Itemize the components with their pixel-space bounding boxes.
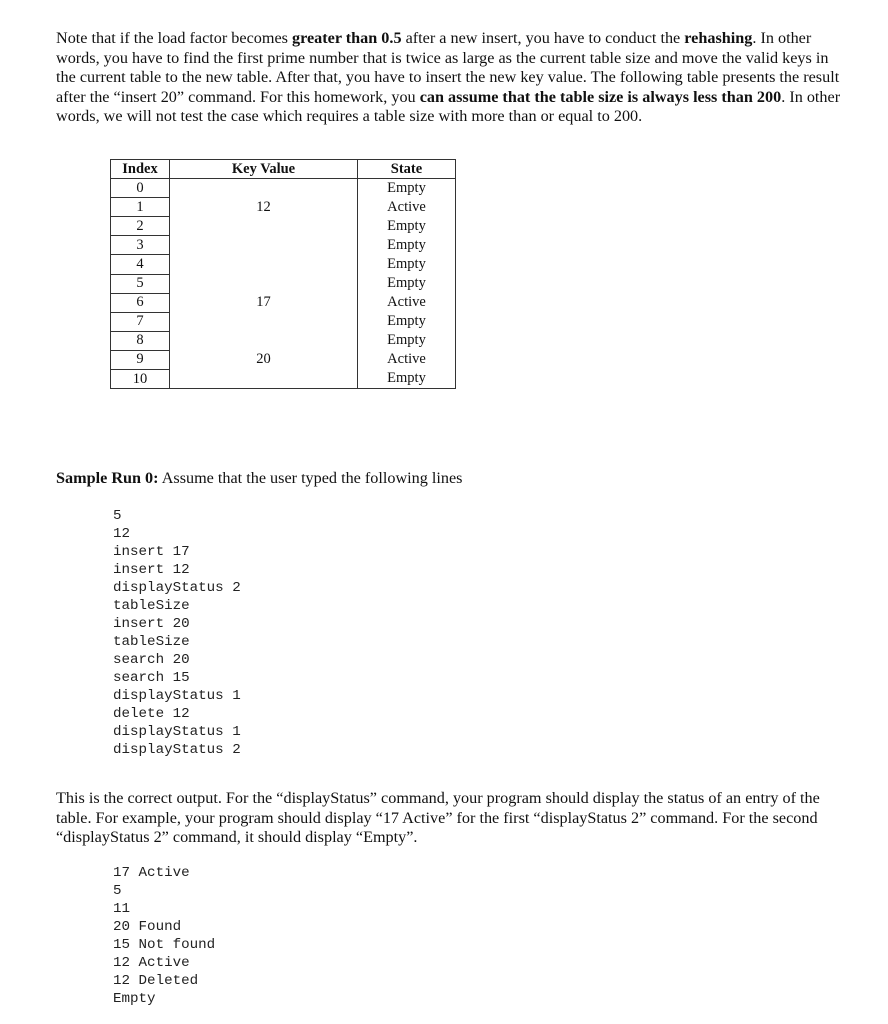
- table-row: [111, 274, 456, 293]
- input-line: displayStatus 1: [113, 688, 241, 704]
- cell-index: 8: [111, 331, 170, 350]
- cell-state: Empty: [358, 370, 456, 389]
- intro-bold-2: rehashing: [684, 29, 753, 47]
- table-row: [111, 350, 456, 369]
- table-row: [111, 255, 456, 274]
- intro-paragraph: [56, 29, 846, 127]
- output-intro-paragraph: This is the correct output. For the “displayStatus” command, your program should display the status of an entry of the table. For example, your program should display “17 Active” for the first “displayStatus 2” command. For the second “displayStatus 2” command, it should display “Empty”.: [56, 789, 820, 846]
- output-line: Empty: [113, 991, 156, 1007]
- cell-state: Empty: [358, 274, 456, 293]
- input-line: insert 17: [113, 544, 190, 560]
- input-line: insert 20: [113, 616, 190, 632]
- output-line: 17 Active: [113, 865, 190, 881]
- intro-bold-3: can assume that the table size is always less than 200: [419, 87, 782, 106]
- input-line: displayStatus 2: [113, 742, 241, 758]
- input-line: tableSize: [113, 598, 190, 614]
- output-line: 5: [113, 883, 122, 899]
- table-row: [111, 217, 456, 236]
- cell-key: 12: [170, 198, 358, 217]
- input-line: 12: [113, 526, 131, 542]
- output-line: 12 Deleted: [113, 973, 199, 989]
- cell-key: [170, 370, 358, 389]
- cell-state: Empty: [358, 236, 456, 255]
- cell-state: Active: [358, 198, 456, 217]
- cell-key: [170, 217, 358, 236]
- input-line: search 15: [113, 670, 190, 686]
- cell-index: 4: [111, 255, 170, 274]
- input-line: delete 12: [113, 706, 190, 722]
- input-line: search 20: [113, 652, 190, 668]
- output-line: 12 Active: [113, 955, 190, 971]
- cell-index: 1: [111, 198, 170, 217]
- cell-state: Empty: [358, 217, 456, 236]
- hash-table: [110, 159, 456, 389]
- cell-state: Empty: [358, 331, 456, 350]
- cell-key: [170, 274, 358, 293]
- hash-table-header-row: [111, 160, 456, 179]
- cell-key: [170, 236, 358, 255]
- sample-input-block: [113, 507, 241, 759]
- cell-index: 10: [111, 370, 170, 389]
- cell-index: 5: [111, 274, 170, 293]
- sample-output-block: [113, 864, 215, 1008]
- cell-state: Active: [358, 350, 456, 369]
- table-row: [111, 236, 456, 255]
- intro-text-1: Note that if the load factor becomes: [56, 29, 292, 47]
- intro-text-2: after a new insert, you have to conduct the: [401, 29, 685, 47]
- table-row: [111, 370, 456, 389]
- table-row: [111, 293, 456, 312]
- cell-key: [170, 179, 358, 198]
- cell-index: 0: [111, 179, 170, 198]
- input-line: 5: [113, 508, 122, 524]
- cell-index: 9: [111, 350, 170, 369]
- cell-state: Empty: [358, 179, 456, 198]
- output-line: 20 Found: [113, 919, 182, 935]
- input-line: displayStatus 1: [113, 724, 241, 740]
- cell-state: Active: [358, 293, 456, 312]
- output-line: 15 Not found: [113, 937, 216, 953]
- input-line: tableSize: [113, 634, 190, 650]
- input-line: insert 12: [113, 562, 190, 578]
- cell-state: Empty: [358, 312, 456, 331]
- cell-key: [170, 312, 358, 331]
- intro-text-3: . In other words, you have to find the first prime number that is twice as large as the current table size and move the valid keys in the current table to the new table. After that, you have to insert the new key value. The following table presents the result after the “insert 20” command. For this homework, you: [56, 29, 840, 106]
- sample-run-text: Assume that the user typed the following lines: [158, 469, 463, 487]
- header-key-value: Key Value: [170, 160, 358, 179]
- header-state: State: [358, 160, 456, 179]
- cell-state: Empty: [358, 255, 456, 274]
- cell-key: [170, 331, 358, 350]
- cell-index: 7: [111, 312, 170, 331]
- intro-text-4: . In other words, we will not test the case which requires a table size with more than or equal to 200.: [56, 87, 841, 125]
- cell-key: 17: [170, 293, 358, 312]
- table-row: [111, 312, 456, 331]
- sample-run-heading: [56, 469, 846, 489]
- sample-run-label: Sample Run 0:: [56, 469, 159, 487]
- intro-bold-1: greater than 0.5: [291, 29, 402, 47]
- cell-key: 20: [170, 350, 358, 369]
- output-line: 11: [113, 901, 131, 917]
- table-row: [111, 179, 456, 198]
- table-row: [111, 331, 456, 350]
- table-row: [111, 198, 456, 217]
- cell-index: 6: [111, 293, 170, 312]
- cell-index: 3: [111, 236, 170, 255]
- header-index: Index: [111, 160, 170, 179]
- cell-key: [170, 255, 358, 274]
- cell-index: 2: [111, 217, 170, 236]
- input-line: displayStatus 2: [113, 580, 241, 596]
